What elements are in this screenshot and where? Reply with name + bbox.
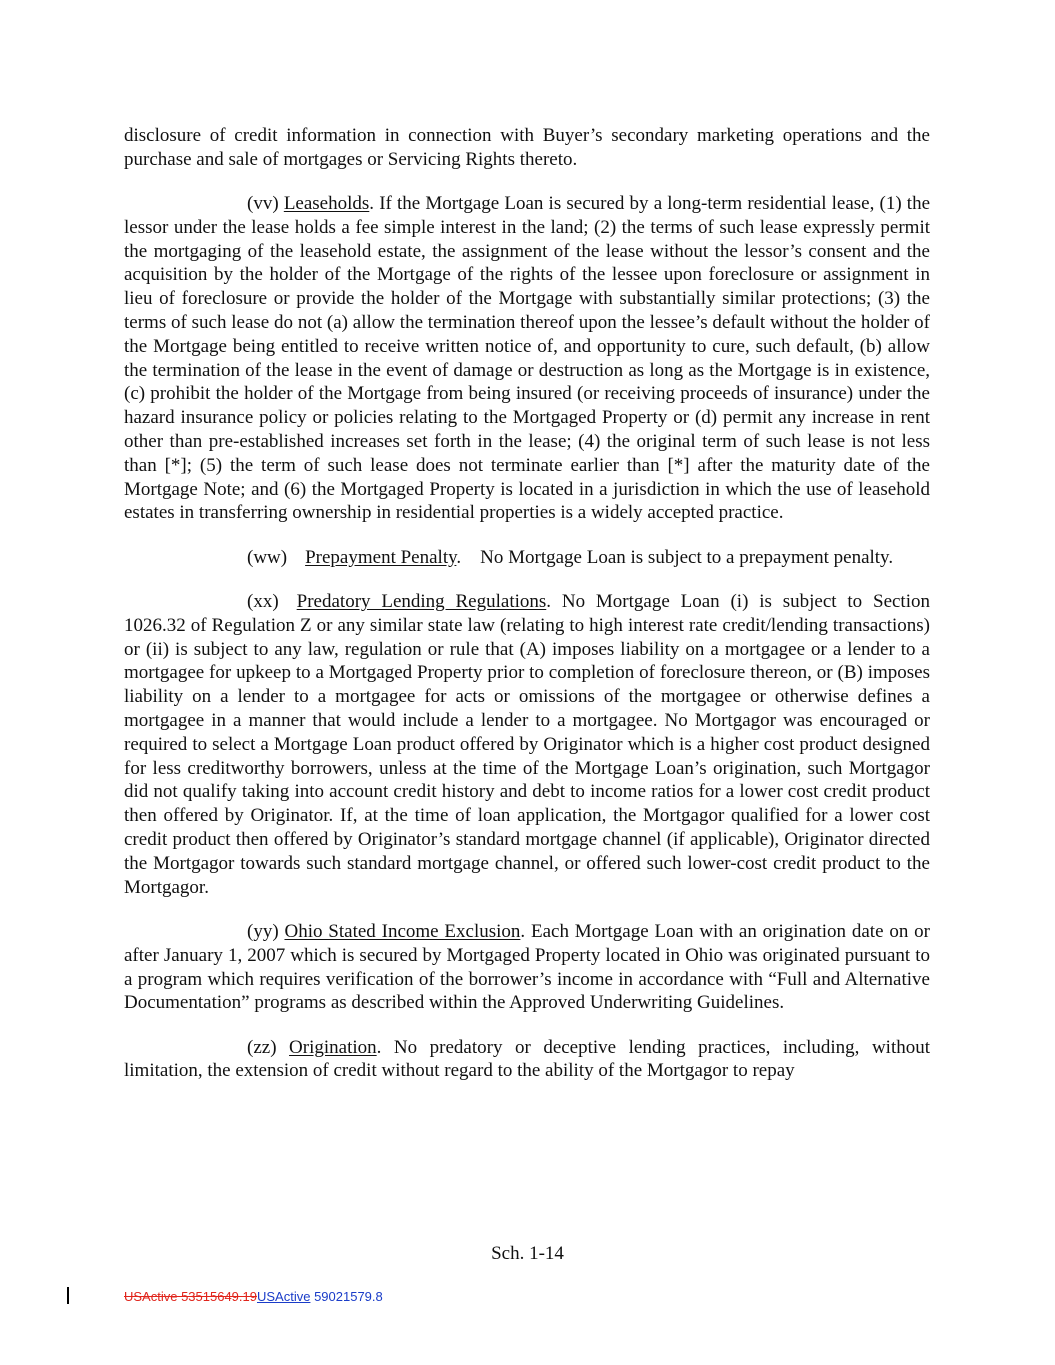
- section-vv-label: (vv): [247, 193, 279, 215]
- page-number: Sch. 1-14: [491, 1243, 564, 1264]
- section-xx: [124, 590, 930, 899]
- section-yy-body: . Each Mortgage Loan with an origination date on or after January 1, 2007 which is secured by Mortgaged Property located in Ohio was originated pursuant to a program which requires verification of the borrower’s income in accordance with “Full and Alternative Documentation” programs as described within the Approved Underwriting Guidelines.: [124, 920, 930, 1014]
- document-id: [124, 1289, 383, 1304]
- section-xx-body: . No Mortgage Loan (i) is subject to Section 1026.32 of Regulation Z or any similar state law (relating to high interest rate credit/lending transactions) or (ii) is subject to any law, regulation or rule that (A) imposes liability on a mortgagee or a lender to a mortgagee for upkeep to a Mortgaged Property prior to completion of foreclosure thereon, or (B) imposes liability on a lender to a mortgagee for acts or omissions of the mortgagee or otherwise defines a mortgagee in a manner that would include a lender to a mortgagee. No Mortgagor was encouraged or required to select a Mortgage Loan product offered by Originator which is a higher cost product designed for less creditworthy borrowers, unless at the time of the Mortgage Loan’s origination, such Mortgagor did not qualify taking into account credit history and debt to income ratios for a lower cost credit product then offered by Originator. If, at the time of loan application, the Mortgagor qualified for a lower cost credit product then offered by Originator’s standard mortgage channel (if applicable), Originator directed the Mortgagor towards such standard mortgage channel, or offered such lower-cost credit product to the Mortgagor.: [124, 591, 930, 898]
- section-vv-body: . If the Mortgage Loan is secured by a long-term residential lease, (1) the lessor under the lease holds a fee simple interest in the land; (2) the terms of such lease expressly permit the mortgaging of the leasehold estate, the assignment of the lease without the lessor’s consent and the acquisition by the holder of the Mortgage of the rights of the lessee upon foreclosure or assignment in lieu of foreclosure or provide the holder of the Mortgage with substantially similar protections; (3) the terms of such lease do not (a) allow the termination thereof upon the lessee’s default without the holder of the Mortgage being entitled to receive written notice of, and opportunity to cure, such default, (b) allow the termination of the lease in the event of damage or destruction as long as the Mortgage is in existence, (c) prohibit the holder of the Mortgage from being insured (or receiving proceeds of insurance) under the hazard insurance policy or policies relating to the Mortgaged Property or (d) permit any increase in rent other than pre-established increases set forth in the lease; (4) the original term of such lease is not less than [*]; (5) the term of such lease does not terminate earlier than [*] after the maturity date of the Mortgage Note; and (6) the Mortgaged Property is located in a jurisdiction in which the use of leasehold estates in transferring ownership in residential properties is a widely accepted practice.: [124, 193, 931, 524]
- docid-inserted: 59021579.8: [310, 1289, 383, 1304]
- section-ww-title: Prepayment Penalty: [305, 546, 457, 568]
- section-vv-title: Leaseholds: [283, 193, 370, 215]
- document-page: [124, 124, 930, 1104]
- section-zz-title: Origination: [289, 1036, 377, 1058]
- section-zz: [124, 1036, 930, 1084]
- section-ww: [124, 546, 930, 570]
- section-xx-title: Predatory Lending Regulations: [296, 591, 547, 613]
- section-xx-label: (xx): [247, 591, 279, 613]
- section-vv: [124, 192, 930, 525]
- section-zz-body: . No predatory or deceptive lending practices, including, without limitation, the extension of credit without regard to the ability of the Mortgagor to repay: [124, 1036, 930, 1082]
- section-ww-label: (ww): [247, 546, 288, 568]
- intro-paragraph: [124, 124, 930, 172]
- section-yy-title: Ohio Stated Income Exclusion: [284, 920, 521, 942]
- revision-change-bar: [67, 1287, 69, 1304]
- section-ww-body: . No Mortgage Loan is subject to a prepayment penalty.: [456, 546, 894, 568]
- section-zz-label: (zz): [247, 1036, 277, 1058]
- docid-deleted: USActive 53515649.19: [124, 1289, 257, 1304]
- intro-text: disclosure of credit information in connection with Buyer’s secondary marketing operations and the purchase and sale of mortgages or Servicing Rights thereto.: [124, 125, 930, 170]
- docid-inserted-underlined: USActive: [256, 1289, 311, 1304]
- section-yy-label: (yy): [247, 920, 279, 942]
- section-yy: [124, 920, 930, 1015]
